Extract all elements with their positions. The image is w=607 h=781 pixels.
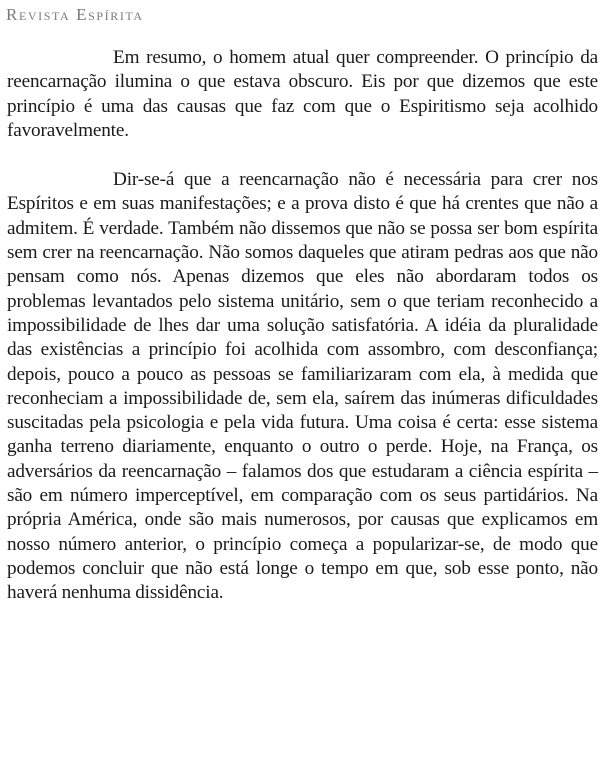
body-text bbox=[7, 46, 598, 606]
running-header-title: Revista Espírita bbox=[6, 5, 144, 24]
paragraph-1: Em resumo, o homem atual quer compreender. O princípio da reencarnação ilumina o que estava obscuro. Eis por que dizemos que este princípio é uma das causas que faz com que o Espiritismo seja acolhido favoravelmente. bbox=[7, 47, 598, 141]
paragraph-2: Dir-se-á que a reencarnação não é necessária para crer nos Espíritos e em suas manifestações; e a prova disto é que há crentes que não a admitem. É verdade. Também não dissemos que não se possa ser bom espírita sem crer na reencarnação. Não somos daqueles que atiram pedras aos que não pensam como nós. Apenas dizemos que eles não abordaram todos os problemas levantados pelo sistema unitário, sem o que teriam reconhecido a impossibilidade de lhes dar uma solução satisfatória. A idéia da pluralidade das existências a princípio foi acolhida com assombro, com desconfiança; depois, pouco a pouco as pessoas se familiarizaram com ela, à medida que reconheciam a impossibilidade de, sem ela, saírem das inúmeras dificuldades suscitadas pela psicologia e pela vida futura. Uma coisa é certa: esse sistema ganha terreno diariamente, enquanto o outro o perde. Hoje, na França, os adversários da reencarnação – falamos dos que estudaram a ciência espírita – são em número imperceptível, em comparação com os seus partidários. Na própria América, onde são mais numerosos, por causas que explicamos em nosso número anterior, o princípio começa a popularizar-se, de modo que podemos concluir que não está longe o tempo em que, sob esse ponto, não haverá nenhuma dissidência. bbox=[7, 169, 598, 604]
